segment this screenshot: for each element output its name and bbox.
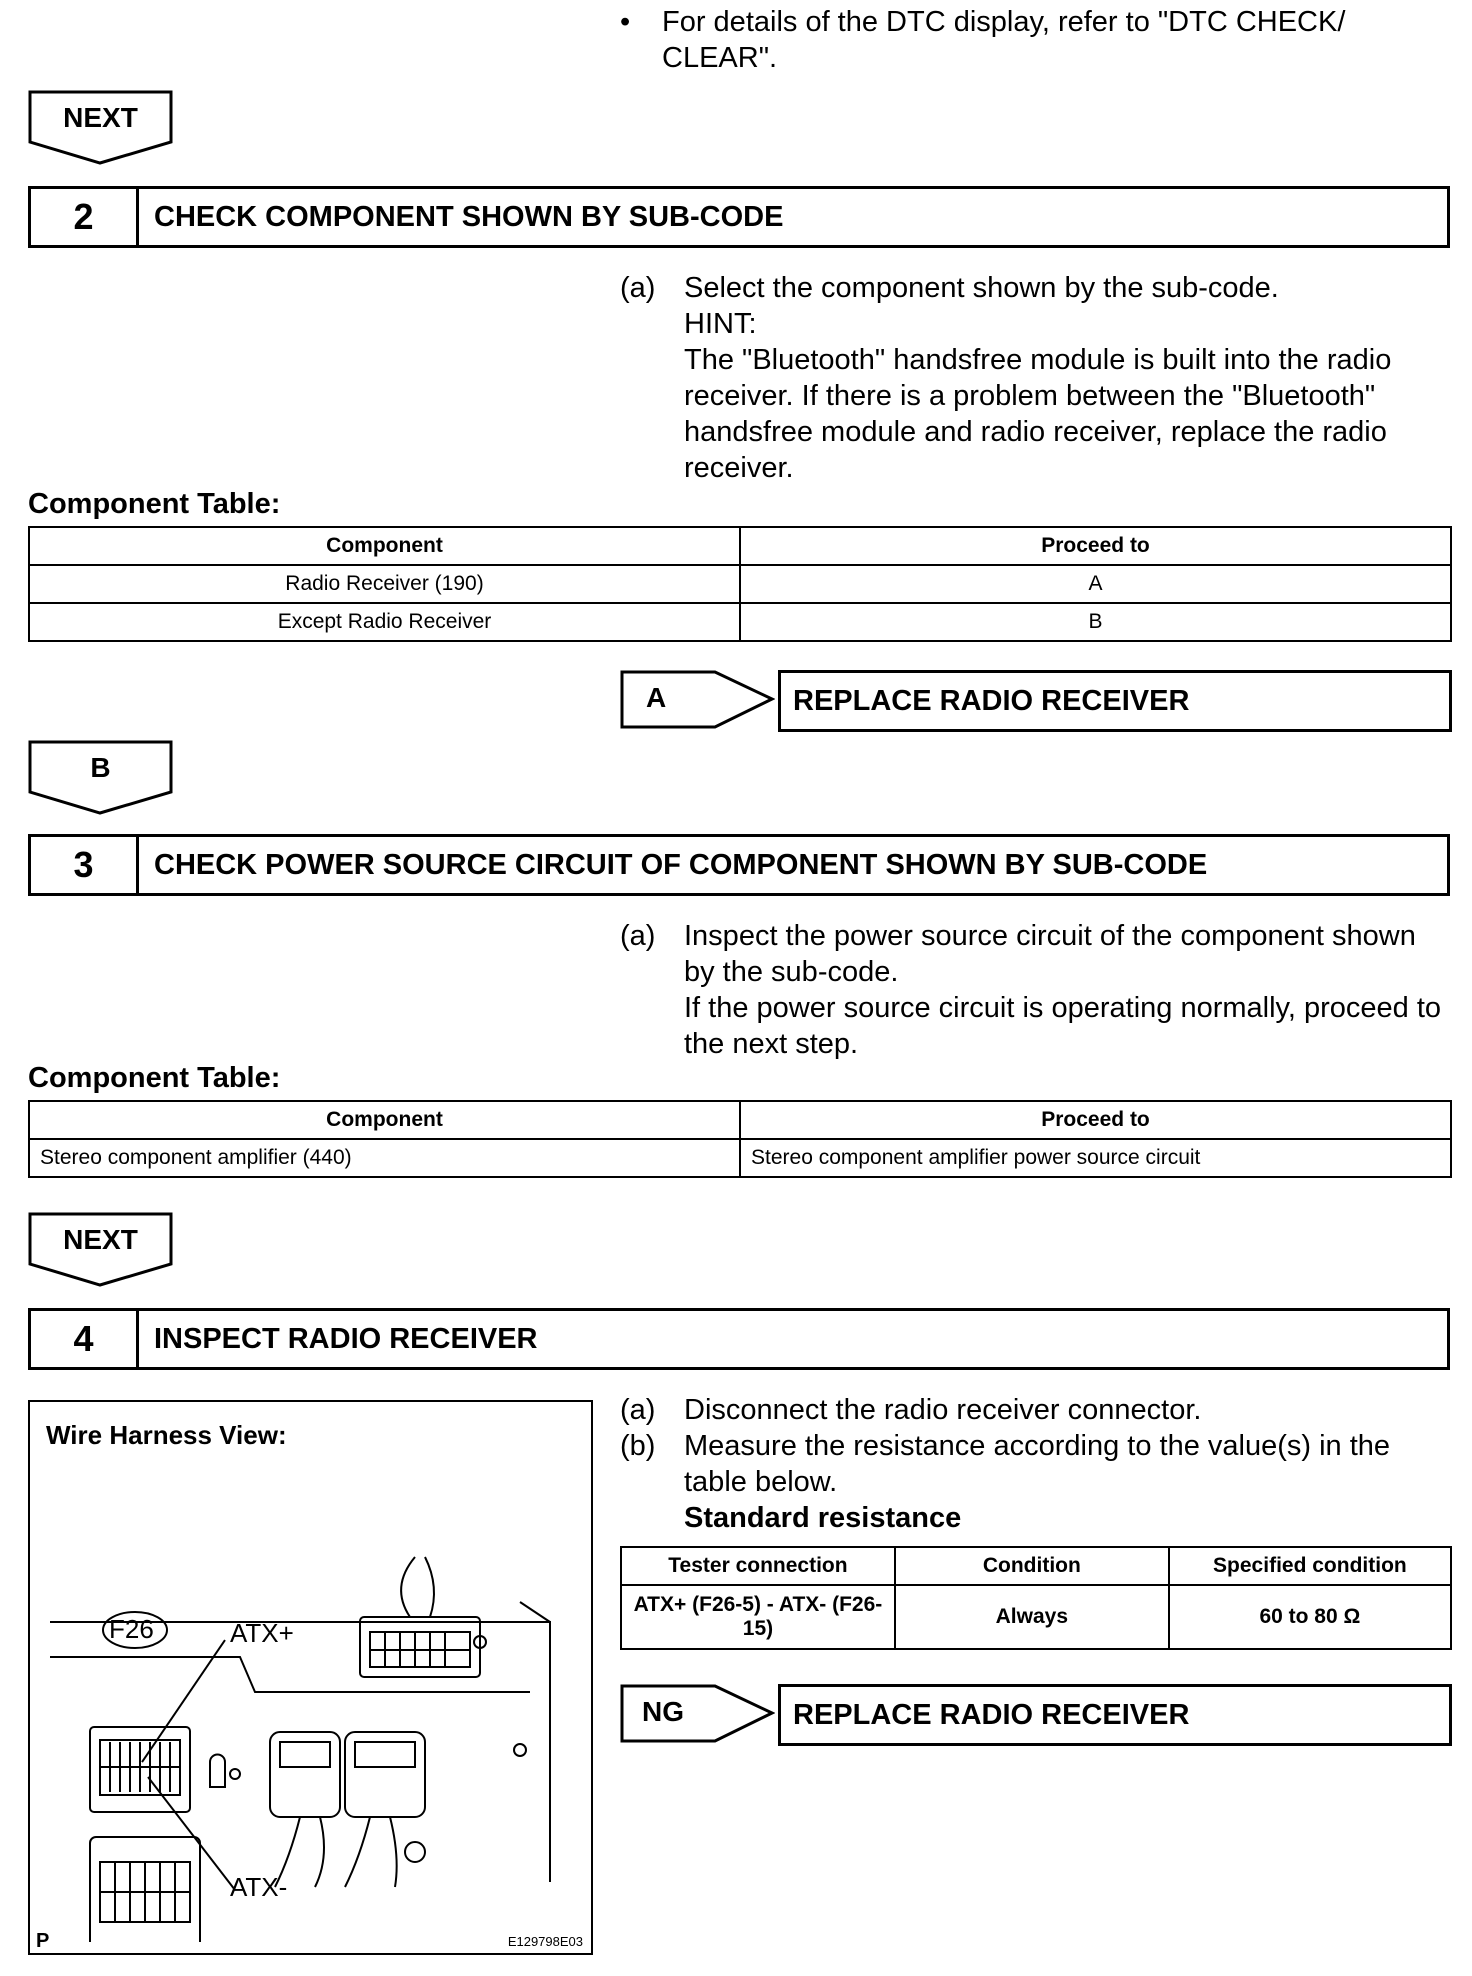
- table-cell: ATX+ (F26-5) - ATX- (F26-15): [621, 1585, 895, 1649]
- step-2-hint-text: The "Bluetooth" handsfree module is built into the radio receiver. If there is a problem between the "Bluetooth" handsfree module and radio receiver, replace the radio receiver.: [684, 344, 1392, 484]
- figure-code: E129798E03: [507, 1934, 583, 1949]
- step-3-label-a: (a): [620, 920, 656, 952]
- table-header: Proceed to: [740, 527, 1451, 565]
- resistance-table: [620, 1546, 1452, 1650]
- figure-corner-label: P: [36, 1930, 50, 1952]
- table-cell: Always: [895, 1585, 1169, 1649]
- table-row: [29, 1139, 1451, 1177]
- table-row: [621, 1585, 1451, 1649]
- step-4-number: 4: [31, 1311, 139, 1367]
- step-4-title: INSPECT RADIO RECEIVER: [154, 1322, 538, 1355]
- step-2-number: 2: [31, 189, 139, 245]
- next-arrow-2: [28, 1212, 173, 1287]
- step-3-component-table: [28, 1100, 1452, 1178]
- intro-bullet: •: [620, 6, 631, 38]
- result-b-arrow: [28, 740, 173, 815]
- standard-resistance-label: Standard resistance: [684, 1502, 962, 1534]
- step-2-hint-label: HINT:: [684, 308, 757, 340]
- table-header: Tester connection: [621, 1547, 895, 1585]
- table-cell: Except Radio Receiver: [29, 603, 740, 641]
- step-3-header: [28, 834, 1450, 896]
- step-3-table-caption: Component Table:: [28, 1062, 281, 1094]
- step-3-text-a: Inspect the power source circuit of the component shown by the sub-code.: [684, 920, 1416, 988]
- table-header: Component: [29, 527, 740, 565]
- step-4-text-b: Measure the resistance according to the value(s) in the table below.: [684, 1430, 1391, 1498]
- intro-text: For details of the DTC display, refer to "DTC CHECK/ CLEAR".: [662, 6, 1346, 74]
- step-2-title: CHECK COMPONENT SHOWN BY SUB-CODE: [154, 200, 784, 233]
- step-2-table-caption: Component Table:: [28, 488, 281, 520]
- next-arrow-1: [28, 90, 173, 165]
- step-4-text-a: Disconnect the radio receiver connector.: [684, 1394, 1202, 1426]
- step-4-label-a: (a): [620, 1394, 656, 1426]
- figure-pin-minus-label: ATX-: [230, 1872, 288, 1902]
- step-2-component-table: [28, 526, 1452, 642]
- figure-connector-label: F26: [109, 1614, 154, 1644]
- table-header: Proceed to: [740, 1101, 1451, 1139]
- table-cell: B: [740, 603, 1451, 641]
- wire-harness-figure: [28, 1400, 593, 1955]
- table-row: [29, 603, 1451, 641]
- table-header: Specified condition: [1169, 1547, 1451, 1585]
- next-label-2: NEXT: [63, 1224, 138, 1255]
- table-cell: Radio Receiver (190): [29, 565, 740, 603]
- table-header: Condition: [895, 1547, 1169, 1585]
- result-b-label: B: [90, 752, 111, 783]
- step-3-number: 3: [31, 837, 139, 893]
- result-a-arrow: [620, 670, 775, 730]
- table-row: [29, 565, 1451, 603]
- step-4-header: [28, 1308, 1450, 1370]
- table-cell: 60 to 80 Ω: [1169, 1585, 1451, 1649]
- radio-receiver-connector-drawing: [30, 1442, 591, 1942]
- figure-title: Wire Harness View:: [46, 1420, 287, 1450]
- result-a-box: REPLACE RADIO RECEIVER: [778, 670, 1452, 732]
- step-3-title: CHECK POWER SOURCE CIRCUIT OF COMPONENT SHOWN BY SUB-CODE: [154, 848, 1208, 881]
- table-header: Component: [29, 1101, 740, 1139]
- result-ng-box: REPLACE RADIO RECEIVER: [778, 1684, 1452, 1746]
- table-cell: Stereo component amplifier power source circuit: [740, 1139, 1451, 1177]
- step-2-header: [28, 186, 1450, 248]
- right-arrow-icon: [620, 670, 775, 730]
- figure-pin-plus-label: ATX+: [230, 1618, 294, 1648]
- next-label-1: NEXT: [63, 102, 138, 133]
- result-a-label: A: [646, 682, 667, 713]
- table-cell: Stereo component amplifier (440): [29, 1139, 740, 1177]
- step-4-label-b: (b): [620, 1430, 656, 1462]
- step-2-text-a: Select the component shown by the sub-code.: [684, 272, 1279, 304]
- result-ng-label: NG: [642, 1696, 684, 1727]
- step-2-label-a: (a): [620, 272, 656, 304]
- step-3-text-a2: If the power source circuit is operating normally, proceed to the next step.: [684, 992, 1442, 1060]
- result-ng-arrow: [620, 1684, 775, 1744]
- table-cell: A: [740, 565, 1451, 603]
